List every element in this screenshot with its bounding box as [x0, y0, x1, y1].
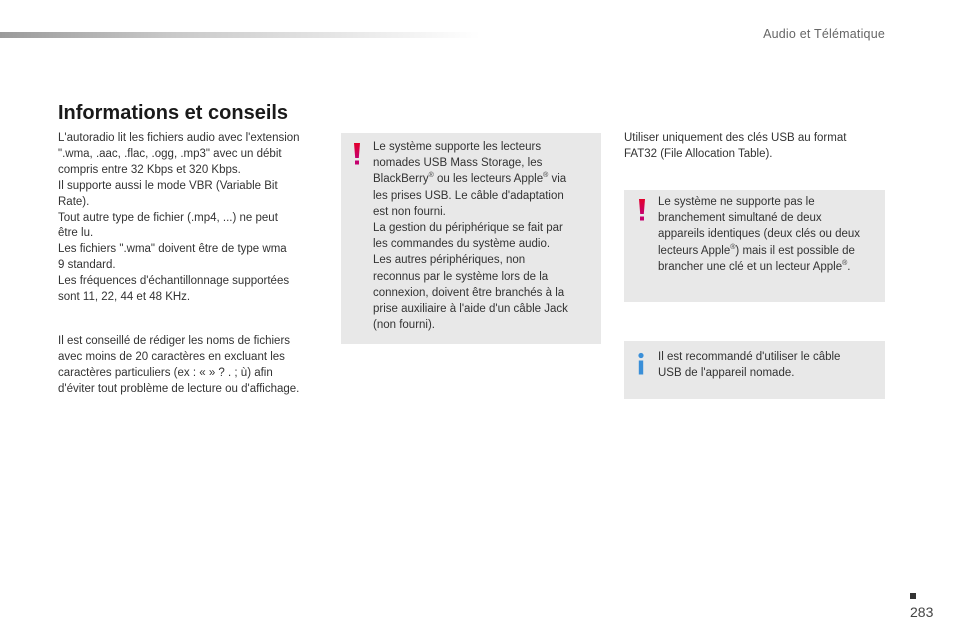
- warning-text-usb-support: Le système supporte les lecteurs nomades USB Mass Storage, les BlackBerry® ou les lecteurs Apple® via les prises USB. Le câble d'adaptation est non fourni. La gestion du périphérique se fait par les commandes du système audio. Les autres périphériques, non reconnus par le système lors de la connexion, doivent être branchés à la prise auxiliaire à l'aide d'un câble Jack (non fourni).: [373, 141, 568, 332]
- header-rule: [0, 32, 480, 38]
- usb-format-note: Utiliser uniquement des clés USB au format FAT32 (File Allocation Table).: [624, 132, 847, 160]
- warning-box-usb-support: [341, 133, 601, 344]
- info-box-cable: [624, 341, 885, 399]
- intro-paragraph: L'autoradio lit les fichiers audio avec l'extension ".wma, .aac, .flac, .ogg, .mp3" avec un débit compris entre 32 Kbps et 320 Kbps. Il supporte aussi le mode VBR (Variable Bit Rate). Tout autre type de fichier (.mp4, ...) ne peut être lu. Les fichiers ".wma" doivent être de type wma 9 standard. Les fréquences d'échantillonnage supportées sont 11, 22, 44 et 48 KHz.: [58, 132, 300, 304]
- info-icon: [636, 352, 646, 376]
- filename-advice-paragraph: Il est conseillé de rédiger les noms de fichiers avec moins de 20 caractères en excluant les caractères particuliers (ex : « » ? . ; ù) afin d'éviter tout problème de lecture ou d'affichage.: [58, 334, 300, 395]
- section-title: Audio et Télématique: [763, 27, 885, 41]
- warning-box-identical-devices: [624, 190, 885, 302]
- warning-text-identical-devices: Le système ne supporte pas le branchement simultané de deux appareils identiques (deux clés ou deux lecteurs Apple®) mais il est possible de brancher une clé et un lecteur Apple®.: [658, 196, 861, 273]
- page-marker: [910, 593, 916, 599]
- info-text-cable: Il est recommandé d'utiliser le câble USB de l'appareil nomade.: [658, 351, 841, 380]
- intro-column: [58, 131, 328, 398]
- page-heading: Informations et conseils: [58, 102, 289, 124]
- exclamation-icon: [637, 198, 647, 222]
- exclamation-icon: [352, 142, 362, 166]
- page-number: 283: [910, 604, 934, 620]
